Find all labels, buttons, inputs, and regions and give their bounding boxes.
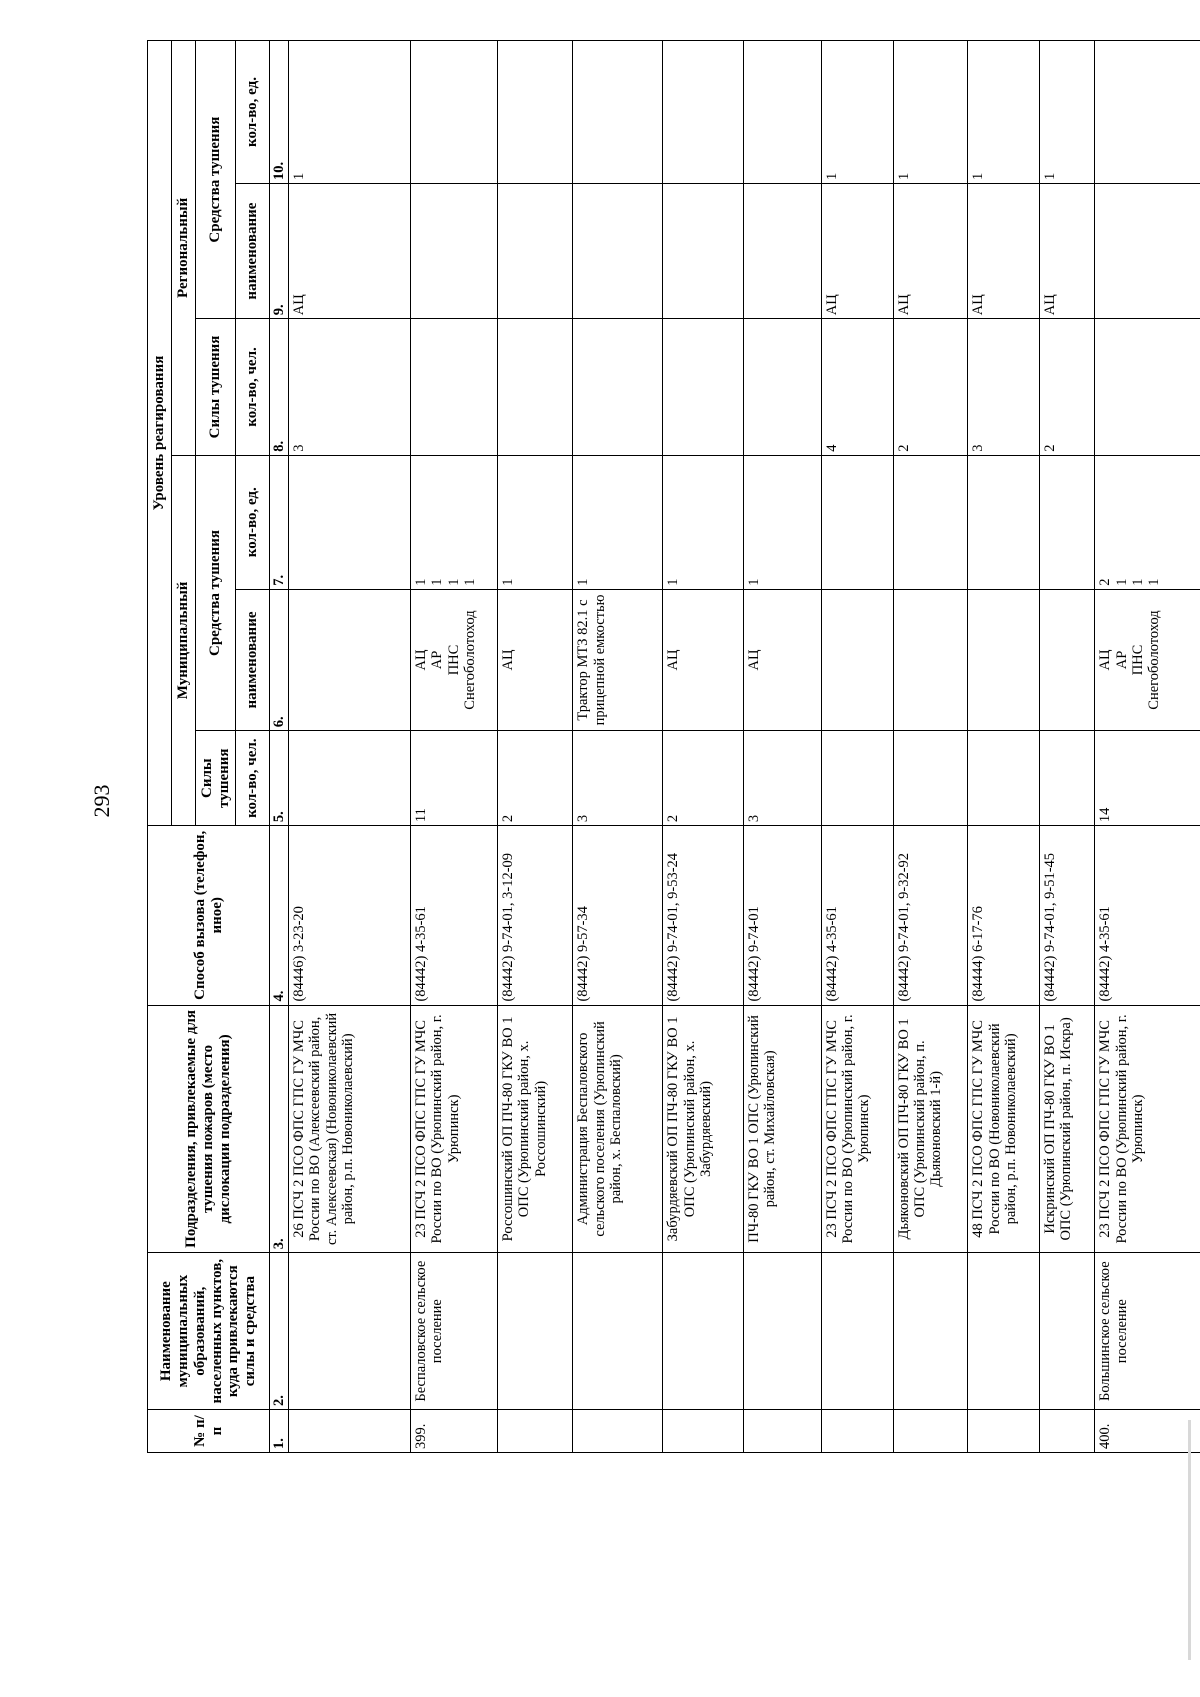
page-number: 293: [89, 784, 114, 818]
regional-means: АЦ: [1039, 183, 1095, 318]
header-regional-name: наименование: [236, 183, 270, 318]
unit-name: Дьяконовский ОП ПЧ-80 ГКУ ВО 1 ОПС (Урюпинский район, п. Дьяконовский 1-й): [893, 1005, 967, 1253]
municipal-people: [893, 731, 967, 826]
regional-qty: [663, 41, 744, 184]
column-number-row: [270, 41, 289, 1453]
header-municipal-qty-people: кол-во, чел.: [236, 731, 270, 826]
header-municipal-name: наименование: [236, 589, 270, 731]
call-method: (84446) 3-23-20: [289, 826, 411, 1005]
table-row: [498, 41, 573, 1453]
municipal-qty: 2 1 1 1: [1095, 455, 1200, 589]
regional-people: [573, 319, 663, 456]
municipal-qty: 1: [744, 455, 822, 589]
regional-means: АЦ: [289, 183, 411, 318]
municipality-name: [663, 1253, 744, 1410]
column-number: 6.: [270, 589, 289, 731]
column-number: 5.: [270, 731, 289, 826]
municipal-people: 3: [573, 731, 663, 826]
municipal-qty: 1: [498, 455, 573, 589]
regional-people: [663, 319, 744, 456]
header-unit: Подразделения, привлекаемые для тушения пожаров (место дислокации подразделения): [148, 1005, 270, 1253]
regional-qty: [498, 41, 573, 184]
municipal-qty: 1: [663, 455, 744, 589]
row-number: [1039, 1410, 1095, 1453]
row-number: 400.: [1095, 1410, 1200, 1453]
document-table-region: [147, 40, 1200, 1453]
regional-means: [498, 183, 573, 318]
regional-qty: 1: [821, 41, 893, 184]
municipal-means: АЦ: [744, 589, 822, 731]
regional-means: [411, 183, 498, 318]
header-municipal-means: Средства тушения: [196, 455, 236, 731]
municipal-qty: 1 1 1 1: [411, 455, 498, 589]
municipal-people: 3: [744, 731, 822, 826]
regional-means: АЦ: [893, 183, 967, 318]
municipality-name: [821, 1253, 893, 1410]
unit-name: Россошинский ОП ПЧ-80 ГКУ ВО 1 ОПС (Урюпинский район, х. Россошинский): [498, 1005, 573, 1253]
header-regional: Региональный: [172, 41, 196, 456]
regional-people: 3: [968, 319, 1039, 456]
unit-name: 26 ПСЧ 2 ПСО ФПС ГПС ГУ МЧС России по ВО (Алексеевский район, ст. Алексеевская) (Новониколаевский район, р.п. Новониколаевский): [289, 1005, 411, 1253]
unit-name: 48 ПСЧ 2 ПСО ФПС ГПС ГУ МЧС России по ВО (Новониколаевский район, р.п. Новониколаевский): [968, 1005, 1039, 1253]
municipality-name: [289, 1253, 411, 1410]
regional-qty: 1: [1039, 41, 1095, 184]
table-row: [1039, 41, 1095, 1453]
row-number: [893, 1410, 967, 1453]
regional-people: 3: [289, 319, 411, 456]
regional-means: [1095, 183, 1200, 318]
row-number: [289, 1410, 411, 1453]
municipality-name: [1039, 1253, 1095, 1410]
row-number: [498, 1410, 573, 1453]
municipal-people: [289, 731, 411, 826]
municipal-means: [893, 589, 967, 731]
call-method: (84442) 9-74-01: [744, 826, 822, 1005]
column-number: 3.: [270, 1005, 289, 1253]
municipality-name: [968, 1253, 1039, 1410]
row-number: [968, 1410, 1039, 1453]
regional-people: 2: [1039, 319, 1095, 456]
unit-name: Забурдяевский ОП ПЧ-80 ГКУ ВО 1 ОПС (Урюпинский район, х. Забурдяевский): [663, 1005, 744, 1253]
table-row: [289, 41, 411, 1453]
table-row: [663, 41, 744, 1453]
table-row: [411, 41, 498, 1453]
regional-means: [663, 183, 744, 318]
municipal-means: АЦ: [663, 589, 744, 731]
municipal-means: [1039, 589, 1095, 731]
regional-people: [1095, 319, 1200, 456]
regional-qty: [744, 41, 822, 184]
table-row: [573, 41, 663, 1453]
regional-qty: 1: [893, 41, 967, 184]
municipal-qty: [893, 455, 967, 589]
row-number: [663, 1410, 744, 1453]
row-number: [744, 1410, 822, 1453]
regional-people: [498, 319, 573, 456]
unit-name: ПЧ-80 ГКУ ВО 1 ОПС (Урюпинский район, ст. Михайловская): [744, 1005, 822, 1253]
row-number: [821, 1410, 893, 1453]
municipal-means: Трактор МТЗ 82.1 с прицепной емкостью: [573, 589, 663, 731]
municipal-means: АЦ АР ПНС Снегоболотоход: [411, 589, 498, 731]
municipal-qty: [1039, 455, 1095, 589]
header-regional-qty-units: кол-во, ед.: [236, 41, 270, 184]
header-call-method: Способ вызова (телефон, иное): [148, 826, 270, 1005]
call-method: (84442) 9-74-01, 9-32-92: [893, 826, 967, 1005]
municipal-means: [821, 589, 893, 731]
column-number: 10.: [270, 41, 289, 184]
row-number: [573, 1410, 663, 1453]
header-response-level: Уровень реагирования: [148, 41, 172, 826]
call-method: (84442) 4-35-61: [411, 826, 498, 1005]
column-number: 4.: [270, 826, 289, 1005]
header-regional-forces: Силы тушения: [196, 319, 236, 456]
municipal-means: [968, 589, 1039, 731]
table-row: [893, 41, 967, 1453]
table-row: [744, 41, 822, 1453]
column-number: 7.: [270, 455, 289, 589]
municipal-people: [1039, 731, 1095, 826]
table-body: [289, 41, 1200, 1453]
regional-means: АЦ: [968, 183, 1039, 318]
regional-means: [573, 183, 663, 318]
table-row: [821, 41, 893, 1453]
header-municipal: Муниципальный: [172, 455, 196, 825]
municipality-name: [498, 1253, 573, 1410]
column-number: 8.: [270, 319, 289, 456]
header-municipality: Наименование муниципальных образований, населенных пунктов, куда привлекаются силы и средства: [148, 1253, 270, 1410]
column-number: 9.: [270, 183, 289, 318]
table-header: [148, 41, 289, 1453]
municipal-people: 14: [1095, 731, 1200, 826]
regional-qty: [573, 41, 663, 184]
unit-name: 23 ПСЧ 2 ПСО ФПС ГПС ГУ МЧС России по ВО (Урюпинский район, г. Урюпинск): [411, 1005, 498, 1253]
regional-people: 2: [893, 319, 967, 456]
call-method: (84442) 9-74-01, 9-53-24: [663, 826, 744, 1005]
header-regional-means: Средства тушения: [196, 41, 236, 319]
municipal-qty: [821, 455, 893, 589]
municipality-name: Беспаловское сельское поселение: [411, 1253, 498, 1410]
municipal-people: 2: [663, 731, 744, 826]
municipal-qty: 1: [573, 455, 663, 589]
call-method: (84442) 9-57-34: [573, 826, 663, 1005]
regional-means: [744, 183, 822, 318]
regional-people: [411, 319, 498, 456]
regional-qty: [411, 41, 498, 184]
call-method: (84442) 4-35-61: [1095, 826, 1200, 1005]
column-number: 1.: [270, 1410, 289, 1453]
scan-edge-mark: [1188, 1420, 1191, 1660]
regional-qty: [1095, 41, 1200, 184]
municipal-qty: [289, 455, 411, 589]
regional-qty: 1: [289, 41, 411, 184]
unit-name: Администрация Беспаловского сельского поселения (Урюпинский район, х. Беспаловский): [573, 1005, 663, 1253]
call-method: (84442) 9-74-01, 9-51-45: [1039, 826, 1095, 1005]
regional-people: 4: [821, 319, 893, 456]
municipal-means: АЦ АР ПНС Снегоболотоход: [1095, 589, 1200, 731]
header-number: № п/п: [148, 1410, 270, 1453]
call-method: (84442) 9-74-01, 3-12-09: [498, 826, 573, 1005]
regional-means: АЦ: [821, 183, 893, 318]
regional-qty: 1: [968, 41, 1039, 184]
municipal-people: [968, 731, 1039, 826]
regional-people: [744, 319, 822, 456]
table-row: [1095, 41, 1200, 1453]
call-method: (84444) 6-17-76: [968, 826, 1039, 1005]
municipality-name: [893, 1253, 967, 1410]
municipality-name: [573, 1253, 663, 1410]
header-municipal-qty-units: кол-во, ед.: [236, 455, 270, 589]
municipal-people: [821, 731, 893, 826]
header-regional-qty-people: кол-во, чел.: [236, 319, 270, 456]
unit-name: Искринский ОП ПЧ-80 ГКУ ВО 1 ОПС (Урюпинский район, п. Искра): [1039, 1005, 1095, 1253]
column-number: 2.: [270, 1253, 289, 1410]
municipal-means: [289, 589, 411, 731]
fire-response-table: [147, 40, 1200, 1453]
municipality-name: [744, 1253, 822, 1410]
municipal-qty: [968, 455, 1039, 589]
row-number: 399.: [411, 1410, 498, 1453]
municipal-means: АЦ: [498, 589, 573, 731]
municipal-people: 11: [411, 731, 498, 826]
unit-name: 23 ПСЧ 2 ПСО ФПС ГПС ГУ МЧС России по ВО (Урюпинский район, г. Урюпинск): [1095, 1005, 1200, 1253]
call-method: (84442) 4-35-61: [821, 826, 893, 1005]
table-row: [968, 41, 1039, 1453]
municipality-name: Большинское сельское поселение: [1095, 1253, 1200, 1410]
municipal-people: 2: [498, 731, 573, 826]
unit-name: 23 ПСЧ 2 ПСО ФПС ГПС ГУ МЧС России по ВО (Урюпинский район, г. Урюпинск): [821, 1005, 893, 1253]
header-municipal-forces: Силы тушения: [196, 731, 236, 826]
rotated-sheet: [147, 40, 1200, 1453]
